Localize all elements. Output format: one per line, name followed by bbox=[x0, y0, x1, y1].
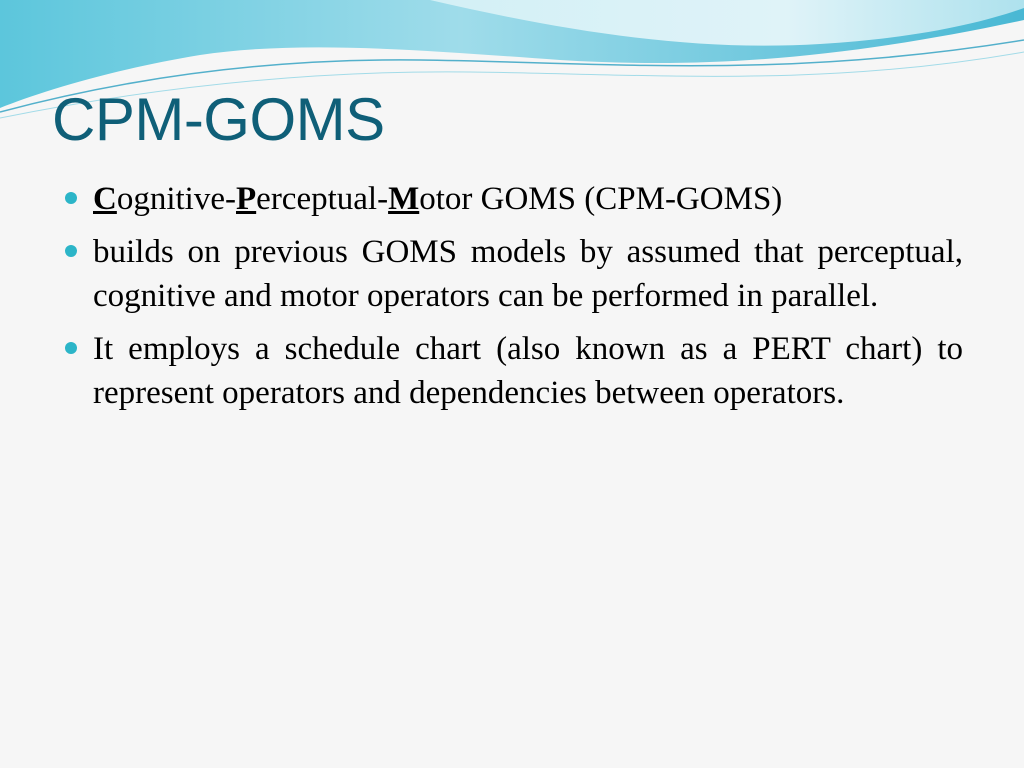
bullet-list bbox=[93, 177, 963, 424]
bullet-item-parallel bbox=[93, 230, 963, 318]
bullet-dot-icon bbox=[65, 342, 77, 354]
slide-title: CPM-GOMS bbox=[52, 86, 385, 153]
bullet-text: erceptual- bbox=[256, 181, 389, 217]
bullet-dot-icon bbox=[65, 192, 77, 204]
bullet-text: builds on previous GOMS models by assumed that perceptual, cognitive and motor operators can be performed in parallel. bbox=[93, 234, 963, 314]
emph-letter: P bbox=[236, 181, 257, 217]
bullet-text: ognitive- bbox=[116, 181, 236, 217]
bullet-text: otor GOMS (CPM-GOMS) bbox=[419, 181, 783, 217]
bullet-item-definition bbox=[93, 177, 963, 221]
emph-letter: C bbox=[93, 181, 117, 217]
bullet-text: It employs a schedule chart (also known as a PERT chart) to represent operators and dependencies between operators. bbox=[93, 331, 963, 411]
bullet-item-schedule-chart bbox=[93, 327, 963, 415]
emph-letter: M bbox=[388, 181, 420, 217]
bullet-dot-icon bbox=[65, 245, 77, 257]
